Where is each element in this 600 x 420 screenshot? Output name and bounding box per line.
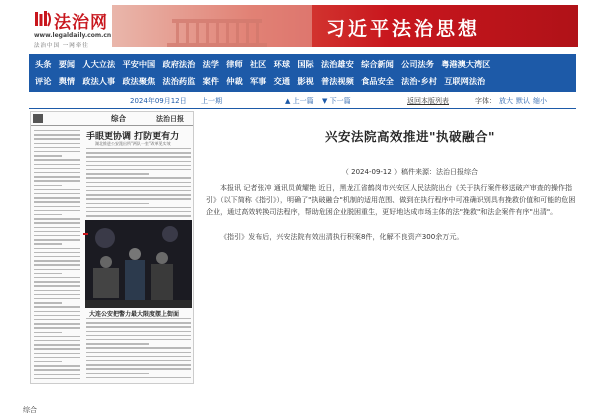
paper-text-line <box>34 134 80 135</box>
font-size-larger[interactable]: 放大 <box>499 97 513 105</box>
paper-text-line <box>34 357 80 358</box>
nav-item[interactable]: 仲裁 <box>226 76 243 86</box>
paper-headline-main[interactable]: 手眼更协调 打防更有力 <box>86 132 180 142</box>
article-meta: （ 2024-09-12 ）稿件来源：法治日报综合 <box>341 168 479 176</box>
nav-item[interactable]: 律师 <box>226 59 243 69</box>
paper-text-line <box>34 319 80 320</box>
nav-item[interactable]: 政府法治 <box>162 59 196 69</box>
paper-section: 综合 <box>111 114 126 123</box>
font-size-smaller[interactable]: 缩小 <box>533 97 547 105</box>
site-url: www.legaldaily.com.cn <box>34 32 112 39</box>
back-to-index-link[interactable]: 返回本版列表 <box>407 97 449 105</box>
paper-text-line <box>34 185 62 186</box>
paper-text-line <box>86 335 191 336</box>
paper-text-line <box>86 211 191 212</box>
edition-toolbar <box>29 96 576 108</box>
paper-text-line <box>34 353 80 354</box>
paper-text-line <box>34 294 80 295</box>
nav-item[interactable]: 要闻 <box>58 59 76 69</box>
edition-date: 2024年09月12日 <box>130 97 187 105</box>
paper-text-line <box>86 203 149 204</box>
paper-text-line <box>34 378 80 379</box>
paper-text-line <box>34 277 80 278</box>
paper-text-line <box>34 298 80 299</box>
paper-text-line <box>34 281 80 282</box>
paper-text-line <box>34 336 80 337</box>
paper-text-line <box>34 176 80 177</box>
site-name: 法治网 <box>54 13 108 33</box>
paper-text-line <box>34 340 80 341</box>
paper-text-line <box>86 373 149 374</box>
paper-text-line <box>86 152 191 153</box>
nav-item[interactable]: 互联网法治 <box>444 76 486 86</box>
paper-text-line <box>34 239 80 240</box>
paper-text-line <box>86 215 191 216</box>
paper-text-line <box>34 252 80 253</box>
nav-item[interactable]: 平安中国 <box>122 59 156 69</box>
paper-text-line <box>34 138 80 139</box>
nav-item[interactable]: 国际 <box>297 59 314 69</box>
paper-text-line <box>34 344 80 345</box>
paper-text-line <box>34 256 80 257</box>
paper-text-line <box>86 177 191 178</box>
nav-item[interactable]: 影视 <box>297 76 314 86</box>
legal-daily-logo-icon <box>34 10 52 28</box>
nav-item[interactable]: 普法视频 <box>321 76 354 86</box>
paper-text-line <box>86 377 191 378</box>
paper-subheadline: 湖北推进公安派出所"两队一室"改革见实效 <box>95 141 171 146</box>
paper-text-line <box>86 364 191 365</box>
paper-text-line <box>86 347 191 348</box>
paper-text-line <box>34 227 80 228</box>
nav-item[interactable]: 头条 <box>35 59 52 69</box>
paper-text-line <box>34 269 80 270</box>
footer-section-label: 综合 <box>23 406 37 414</box>
paper-text-line <box>34 248 80 249</box>
paper-text-line <box>34 218 80 219</box>
article-title: 兴安法院高效推进"执破融合" <box>324 129 496 144</box>
nav-row-2 <box>35 73 493 90</box>
page-number-badge <box>33 114 43 123</box>
paper-text-line <box>86 182 191 183</box>
paper-text-line <box>34 180 80 181</box>
nav-item[interactable]: 社区 <box>249 59 267 69</box>
paper-text-line <box>86 339 191 340</box>
paper-text-line <box>86 343 149 344</box>
paper-text-line <box>86 190 191 191</box>
paper-text-line <box>34 197 80 198</box>
nav-item[interactable]: 案件 <box>202 76 219 86</box>
paper-headline-bottom[interactable]: 大连公安把警力最大限度摆上街面 <box>89 311 180 318</box>
article-position-marker <box>83 233 88 235</box>
toolbar-divider <box>29 108 576 109</box>
paper-text-line <box>34 323 80 324</box>
nav-item[interactable]: 人大立法 <box>82 59 116 69</box>
paper-text-line <box>86 169 191 170</box>
paper-text-line <box>34 164 80 165</box>
paper-text-line <box>34 214 62 215</box>
site-logo[interactable] <box>34 8 112 49</box>
nav-item[interactable]: 综合新闻 <box>361 59 394 69</box>
paper-text-line <box>34 315 80 316</box>
paper-text-line <box>34 189 80 190</box>
site-header <box>0 0 600 52</box>
paper-text-line <box>86 207 191 208</box>
paper-text-line <box>34 147 80 148</box>
paper-text-line <box>86 161 191 162</box>
paper-text-line <box>86 360 191 361</box>
paper-text-line <box>86 148 191 149</box>
paper-text-line <box>86 165 191 166</box>
paper-text-line <box>34 302 62 303</box>
paper-text-line <box>86 173 149 174</box>
paper-text-line <box>34 172 80 173</box>
paper-text-line <box>34 231 80 232</box>
nav-item[interactable]: 舆情 <box>58 76 76 86</box>
paper-text-line <box>34 193 80 194</box>
site-slogan: 法治中国 一网牵往 <box>34 43 89 49</box>
paper-text-line <box>34 369 80 370</box>
nav-item[interactable]: 交通 <box>273 76 291 86</box>
paper-text-line <box>34 243 62 244</box>
next-article-link[interactable]: ▼ 下一篇 <box>322 97 351 105</box>
paper-text-line <box>34 143 80 144</box>
nav-row-1 <box>35 56 498 73</box>
nav-item[interactable]: 政法人事 <box>82 76 116 86</box>
nav-item[interactable]: 法治药监 <box>162 76 196 86</box>
paper-text-line <box>34 206 80 207</box>
paper-header <box>31 112 194 126</box>
paper-text-line <box>34 306 80 307</box>
font-size-control <box>475 96 547 106</box>
nav-item[interactable]: 环球 <box>273 59 291 69</box>
paper-masthead: 法治日报 <box>156 114 184 123</box>
paper-text-line <box>34 327 80 328</box>
paper-text-line <box>34 374 80 375</box>
paper-text-line <box>34 332 62 333</box>
paper-text-line <box>34 155 62 156</box>
great-hall-illustration <box>112 5 312 47</box>
paper-text-line <box>86 186 191 187</box>
paper-text-line <box>34 235 80 236</box>
paper-text-line <box>34 210 80 211</box>
paper-text-line <box>86 368 191 369</box>
paper-text-line <box>34 130 80 131</box>
paper-text-line <box>34 201 80 202</box>
paper-text-line <box>86 318 191 319</box>
font-size-default[interactable]: 默认 <box>516 97 530 105</box>
banner[interactable] <box>112 5 578 47</box>
paper-text-line <box>86 156 191 157</box>
paper-text-line <box>34 260 80 261</box>
paper-text-line <box>34 273 62 274</box>
banner-title: 习近平法治思想 <box>326 18 481 40</box>
nav-item[interactable]: 法治·乡村 <box>401 76 437 86</box>
article-paragraph: 《指引》发布后，兴安法院有效出清执行积案8件，化解不良资产300余万元。 <box>220 232 464 241</box>
paper-text-line <box>86 356 191 357</box>
paper-text-line <box>86 322 191 323</box>
paper-photo <box>85 220 192 308</box>
prev-edition-link[interactable]: 上一期 <box>201 97 222 105</box>
nav-item[interactable]: 公司法务 <box>401 59 434 69</box>
paper-text-line <box>34 290 80 291</box>
paper-text-line <box>34 222 80 223</box>
paper-text-line <box>34 168 80 169</box>
paper-text-line <box>34 151 80 152</box>
paper-text-line <box>86 194 191 195</box>
paper-text-line <box>86 326 191 327</box>
paper-text-line <box>34 285 80 286</box>
paper-text-line <box>34 311 80 312</box>
paper-text-line <box>86 331 191 332</box>
paper-text-line <box>34 159 80 160</box>
paper-text-line <box>86 352 191 353</box>
main-nav <box>29 54 576 92</box>
article-paragraph: 本报讯 记者张冲 通讯员黄耀艳 近日，黑龙江省鹤岗市兴安区人民法院出台《关于执行案件移送破产审查的操作指引》（以下简称《指引》），明确了"执破融合"机制的适用范围、做到在执行程序中可准确识别具有挽救价值和可能的危困企业，通过高效转换司法程序，帮助危困企业脱困重生，更好地达成市场主体的法"挽救"和法企案件有序"出清"。 <box>206 183 576 217</box>
nav-item[interactable]: 法学 <box>202 59 219 69</box>
nav-item[interactable]: 食品安全 <box>361 76 394 86</box>
paper-text-line <box>34 365 80 366</box>
paper-text-line <box>86 198 191 199</box>
nav-item[interactable]: 政法聚焦 <box>122 76 156 86</box>
nav-item[interactable]: 法治雄安 <box>321 59 354 69</box>
nav-item[interactable]: 军事 <box>249 76 267 86</box>
prev-article-link[interactable]: ▲ 上一篇 <box>285 97 314 105</box>
paper-text-line <box>34 361 62 362</box>
newspaper-page-thumbnail[interactable] <box>30 111 194 384</box>
paper-text-line <box>34 264 80 265</box>
nav-item[interactable]: 粤港澳大湾区 <box>441 59 491 69</box>
nav-item[interactable]: 评论 <box>35 76 52 86</box>
paper-text-line <box>34 348 80 349</box>
font-size-label: 字体： <box>475 97 496 105</box>
